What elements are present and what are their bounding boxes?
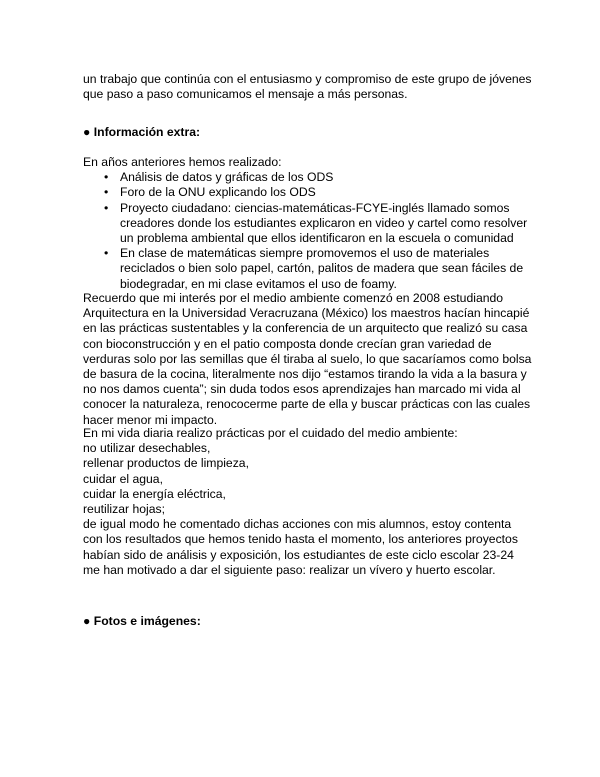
vida-diaria-paragraph bbox=[83, 426, 523, 578]
bullet-icon: • bbox=[104, 200, 109, 215]
list-lead: En años anteriores hemos realizado: bbox=[83, 155, 282, 169]
list-item: • Proyecto ciudadano: ciencias-matemáticas-FCYE-inglés llamado somos creadores donde los estudiantes explicaron en video y cartel como resolver un problema ambiental que ellos identificaron en la escuela o comunidad bbox=[104, 200, 528, 246]
text-line: hacer menor mi impacto. bbox=[83, 412, 218, 427]
text-line: cuidar el agua, bbox=[83, 471, 163, 486]
bullet-icon: • bbox=[104, 170, 109, 185]
text-line: Arquitectura en la Universidad Veracruzana (México) los maestros hacían hincapié bbox=[83, 306, 530, 321]
bullet-icon: • bbox=[104, 185, 109, 200]
recuerdo-paragraph bbox=[83, 291, 532, 428]
list-item: • Análisis de datos y gráficas de los ODS bbox=[104, 170, 334, 185]
text-line: con bioconstrucción y en el patio composta donde crecían gran variedad de bbox=[83, 336, 492, 351]
text-line: en las prácticas sustentables y la conferencia de un arquitecto que realizó su casa bbox=[83, 321, 528, 336]
text-line: un trabajo que continúa con el entusiasmo y compromiso de este grupo de jóvenes bbox=[83, 72, 532, 86]
text-line: que paso a paso comunicamos el mensaje a más personas. bbox=[83, 87, 408, 102]
text-line: me han motivado a dar el siguiente paso: realizar un vívero y huerto escolar. bbox=[83, 562, 496, 577]
list-item: • En clase de matemáticas siempre promovemos el uso de materiales reciclados o bien solo papel, cartón, palitos de madera que sean fáciles de biodegradar, en mi clase evitamos el uso de foamy. bbox=[104, 246, 524, 291]
text-line: cuidar la energía eléctrica, bbox=[83, 486, 226, 501]
achievements-list bbox=[83, 170, 528, 292]
text-line: habían sido de análisis y exposición, los estudiantes de este ciclo escolar 23-24 bbox=[83, 547, 514, 562]
bullet-icon: • bbox=[104, 246, 109, 261]
text-line: no utilizar desechables, bbox=[83, 441, 211, 456]
section-heading-informacion-extra: ● Información extra: bbox=[83, 125, 201, 139]
list-item: • Foro de la ONU explicando los ODS bbox=[104, 185, 316, 200]
text-line: reutilizar hojas; bbox=[83, 502, 165, 517]
text-line: En mi vida diaria realizo prácticas por el cuidado del medio ambiente: bbox=[83, 426, 458, 440]
text-line: no nos damos cuenta”; sin duda todos esos aprendizajes han marcado mi vida al bbox=[83, 382, 521, 397]
intro-paragraph bbox=[83, 72, 532, 102]
text-line: conocer la naturaleza, renococerme parte de ella y buscar prácticas con las cuales bbox=[83, 397, 531, 412]
text-line: verduras solo por las semillas que él tiraba al suelo, lo que sacaríamos como bolsa bbox=[83, 351, 532, 366]
text-line: de igual modo he comentado dichas acciones con mis alumnos, estoy contenta bbox=[83, 517, 512, 532]
text-line: rellenar productos de limpieza, bbox=[83, 456, 249, 471]
informacion-extra-body bbox=[83, 155, 528, 292]
text-line: Recuerdo que mi interés por el medio ambiente comenzó en 2008 estudiando bbox=[83, 291, 504, 305]
section-heading-fotos-imagenes: ● Fotos e imágenes: bbox=[83, 614, 201, 628]
text-line: de basura de la cocina, literalmente nos dijo “estamos tirando la vida a la basura y bbox=[83, 367, 527, 382]
text-line: con los resultados que hemos tenido hasta el momento, los anteriores proyectos bbox=[83, 532, 518, 547]
